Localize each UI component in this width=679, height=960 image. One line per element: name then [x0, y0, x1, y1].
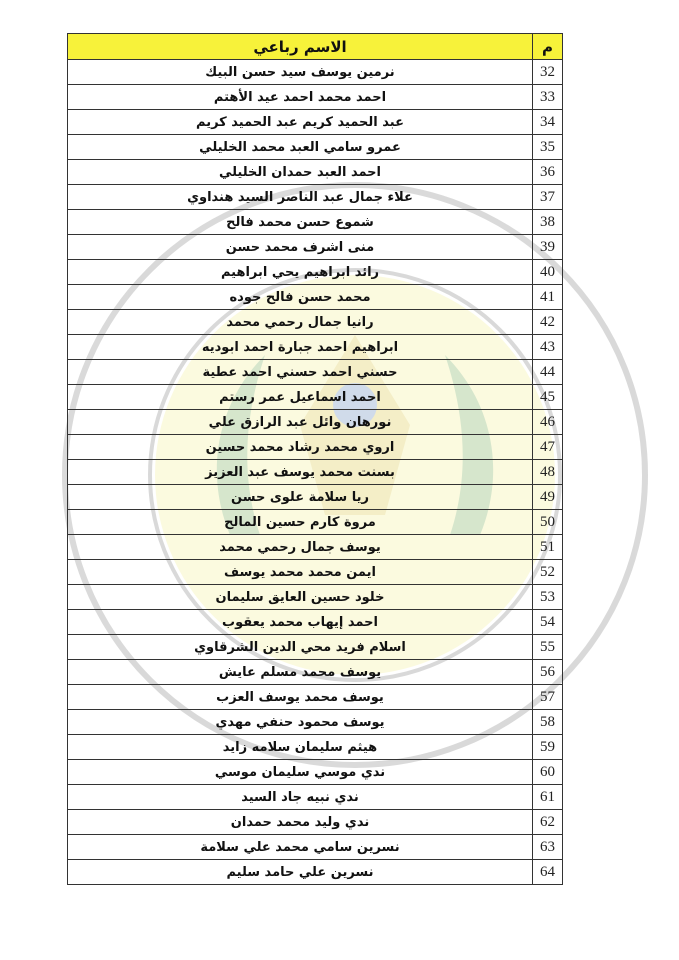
- table-row: [68, 135, 563, 160]
- table-row: [68, 85, 563, 110]
- row-number: 54: [533, 610, 563, 635]
- row-number: 38: [533, 210, 563, 235]
- row-number: 45: [533, 385, 563, 410]
- table-row: [68, 735, 563, 760]
- row-number: 55: [533, 635, 563, 660]
- row-number: 53: [533, 585, 563, 610]
- row-name: حسني احمد حسني احمد عطية: [68, 360, 533, 385]
- row-number: 60: [533, 760, 563, 785]
- row-number: 46: [533, 410, 563, 435]
- row-number: 32: [533, 60, 563, 85]
- table-row: [68, 210, 563, 235]
- row-number: 42: [533, 310, 563, 335]
- row-number: 37: [533, 185, 563, 210]
- row-number: 62: [533, 810, 563, 835]
- table-row: [68, 785, 563, 810]
- row-name: يوسف محمد يوسف العزب: [68, 685, 533, 710]
- row-name: يوسف جمال رحمي محمد: [68, 535, 533, 560]
- row-number: 56: [533, 660, 563, 685]
- row-name: عمرو سامي العبد محمد الخليلي: [68, 135, 533, 160]
- row-name: محمد حسن فالح جوده: [68, 285, 533, 310]
- table-row: [68, 660, 563, 685]
- row-name: نورهان وائل عبد الرازق علي: [68, 410, 533, 435]
- table-row: [68, 560, 563, 585]
- table-row: [68, 160, 563, 185]
- row-number: 48: [533, 460, 563, 485]
- table-row: [68, 235, 563, 260]
- table-row: [68, 635, 563, 660]
- row-name: يوسف محمود حنفي مهدي: [68, 710, 533, 735]
- row-name: احمد إيهاب محمد يعقوب: [68, 610, 533, 635]
- row-name: خلود حسين العايق سليمان: [68, 585, 533, 610]
- row-name: ندي وليد محمد حمدان: [68, 810, 533, 835]
- row-name: يوسف محمد مسلم عايش: [68, 660, 533, 685]
- table-row: [68, 60, 563, 85]
- row-name: منى اشرف محمد حسن: [68, 235, 533, 260]
- table-row: [68, 685, 563, 710]
- table-row: [68, 860, 563, 885]
- row-name: ندي نبيه جاد السيد: [68, 785, 533, 810]
- table-row: [68, 485, 563, 510]
- row-number: 52: [533, 560, 563, 585]
- row-name: علاء جمال عبد الناصر السيد هنداوي: [68, 185, 533, 210]
- table-row: [68, 585, 563, 610]
- row-number: 40: [533, 260, 563, 285]
- row-number: 49: [533, 485, 563, 510]
- table-row: [68, 385, 563, 410]
- table-row: [68, 810, 563, 835]
- table-row: [68, 110, 563, 135]
- row-name: هيثم سليمان سلامه زايد: [68, 735, 533, 760]
- table-row: [68, 185, 563, 210]
- row-name: بسنت محمد يوسف عبد العزيز: [68, 460, 533, 485]
- row-name: احمد محمد احمد عيد الأهتم: [68, 85, 533, 110]
- row-number: 63: [533, 835, 563, 860]
- table-row: [68, 835, 563, 860]
- table-row: [68, 260, 563, 285]
- table-row: [68, 610, 563, 635]
- row-name: شموع حسن محمد فالح: [68, 210, 533, 235]
- table-row: [68, 710, 563, 735]
- row-name: ابراهيم احمد جبارة احمد ابوديه: [68, 335, 533, 360]
- row-name: رائد ابراهيم يحي ابراهيم: [68, 260, 533, 285]
- row-number: 59: [533, 735, 563, 760]
- table-row: [68, 460, 563, 485]
- row-name: عبد الحميد كريم عبد الحميد كريم: [68, 110, 533, 135]
- row-number: 39: [533, 235, 563, 260]
- row-number: 47: [533, 435, 563, 460]
- table-row: [68, 310, 563, 335]
- row-number: 44: [533, 360, 563, 385]
- row-number: 50: [533, 510, 563, 535]
- row-number: 35: [533, 135, 563, 160]
- table-row: [68, 285, 563, 310]
- names-table: [67, 33, 563, 885]
- row-name: ريا سلامة علوى حسن: [68, 485, 533, 510]
- row-name: رانيا جمال رحمي محمد: [68, 310, 533, 335]
- row-number: 34: [533, 110, 563, 135]
- table-row: [68, 535, 563, 560]
- row-number: 51: [533, 535, 563, 560]
- row-name: احمد اسماعيل عمر رستم: [68, 385, 533, 410]
- row-name: نسرين سامي محمد علي سلامة: [68, 835, 533, 860]
- header-name: الاسم رباعي: [68, 34, 533, 60]
- row-number: 43: [533, 335, 563, 360]
- row-name: اسلام فريد محي الدين الشرقاوي: [68, 635, 533, 660]
- table-row: [68, 335, 563, 360]
- row-number: 57: [533, 685, 563, 710]
- row-number: 61: [533, 785, 563, 810]
- row-name: نرمين يوسف سيد حسن البيك: [68, 60, 533, 85]
- table-row: [68, 360, 563, 385]
- row-name: احمد العبد حمدان الخليلي: [68, 160, 533, 185]
- row-name: ندي موسي سليمان موسي: [68, 760, 533, 785]
- table-header-row: [68, 34, 563, 60]
- table-row: [68, 760, 563, 785]
- header-number: م: [533, 34, 563, 60]
- row-name: ايمن محمد محمد يوسف: [68, 560, 533, 585]
- row-name: اروي محمد رشاد محمد حسين: [68, 435, 533, 460]
- row-name: مروة كارم حسين المالح: [68, 510, 533, 535]
- row-number: 41: [533, 285, 563, 310]
- row-number: 64: [533, 860, 563, 885]
- table-row: [68, 510, 563, 535]
- table-row: [68, 435, 563, 460]
- row-name: نسرين علي حامد سليم: [68, 860, 533, 885]
- row-number: 33: [533, 85, 563, 110]
- row-number: 36: [533, 160, 563, 185]
- row-number: 58: [533, 710, 563, 735]
- table-row: [68, 410, 563, 435]
